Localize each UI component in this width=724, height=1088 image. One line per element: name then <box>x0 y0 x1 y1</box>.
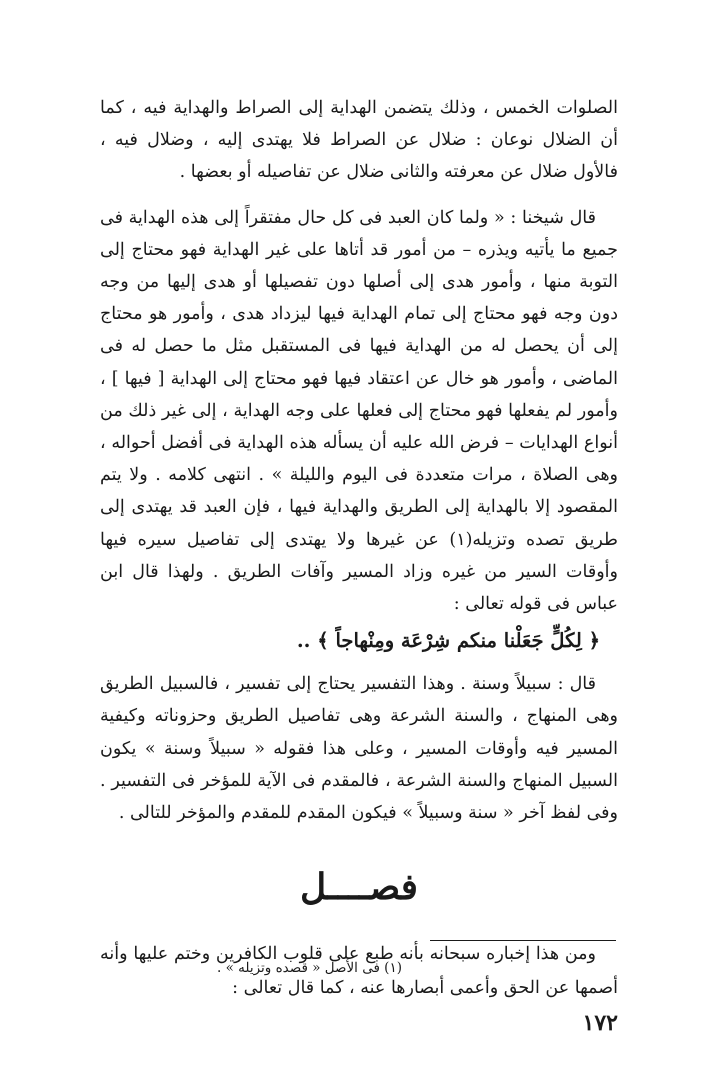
footnote: (١) فى الأصل « قصده وتزيله » . <box>216 960 402 976</box>
section-heading-wrap <box>100 865 618 909</box>
paragraph-3: قال : سبيلاً وسنة . وهذا التفسير يحتاج إلى تفسير ، فالسبيل الطريق وهى المنهاج ، والسنة الشرعة وهى تفاصيل الطريق وحزوناته وكيفية المسير فيه وأوقات المسير ، وعلى هذا فقوله « سبيلاً وسنة » يكون السبيل المنهاج والسنة الشرعة ، فالمقدم فى الآية للمؤخر فى التفسير . وفى لفظ آخر « سنة وسبيلاً » فيكون المقدم للمقدم والمؤخر للتالى . <box>100 674 618 824</box>
footnote-divider <box>430 940 616 941</box>
paragraph-2: قال شيخنا : « ولما كان العبد فى كل حال مفتقراً إلى هذه الهداية فى جميع ما يأتيه ويذره – من أمور قد أتاها على غير الهداية فهو محتاج إلى التوبة منها ، وأمور هدى إلى أصلها دون تفصيلها أو هدى إليها من وجه دون وجه فهو محتاج إلى تمام الهداية فيها ليزداد هدى ، وأمور هو محتاج إلى أن يحصل له من الهداية فيها فى المستقبل مثل ما حصل له فى الماضى ، وأمور هو خال عن اعتقاد فيها فهو محتاج إلى الهداية [ فيها ] ، وأمور لم يفعلها فهو محتاج إلى فعلها على وجه الهداية ، إلى غير ذلك من أنواع الهدايات – فرض الله عليه أن يسأله هذه الهداية فى أفضل أحواله ، وهى الصلاة ، مرات متعددة فى اليوم والليلة » . انتهى كلامه . ولا يتم المقصود إلا بالهداية إلى الطريق والهداية فيها ، فإن العبد قد يهتدى إلى طريق تصده وتزيله(١) عن غيرها ولا يهتدى إلى تفاصيل سيره فيها وأوقات السير من غيره وزاد المسير وآفات الطريق . ولهذا قال ابن عباس فى قوله تعالى : <box>100 207 618 615</box>
page-body <box>100 92 618 1005</box>
paragraph-after-heading: ومن هذا إخباره سبحانه بأنه طبع على قلوب الكافرين وختم عليها وأنه أصمها عن الحق وأعمى أبصارها عنه ، كما قال تعالى : <box>100 944 618 999</box>
page-number: ١٧٢ <box>582 1010 618 1036</box>
quran-verse: ﴿ لِكُلٍّ جَعَلْنا منكم شِرْعَة ومِنْهاجاً ﴾ .. <box>296 629 600 653</box>
paragraph-1: الصلوات الخمس ، وذلك يتضمن الهداية إلى الصراط والهداية فيه ، كما أن الضلال نوعان : ضلال عن الصراط فلا يهتدى إليه ، وضلال فيه ، فالأول ضلال عن معرفته والثانى ضلال عن تفاصيله أو بعضها . <box>100 98 618 183</box>
section-heading: فصــــل <box>300 866 418 909</box>
